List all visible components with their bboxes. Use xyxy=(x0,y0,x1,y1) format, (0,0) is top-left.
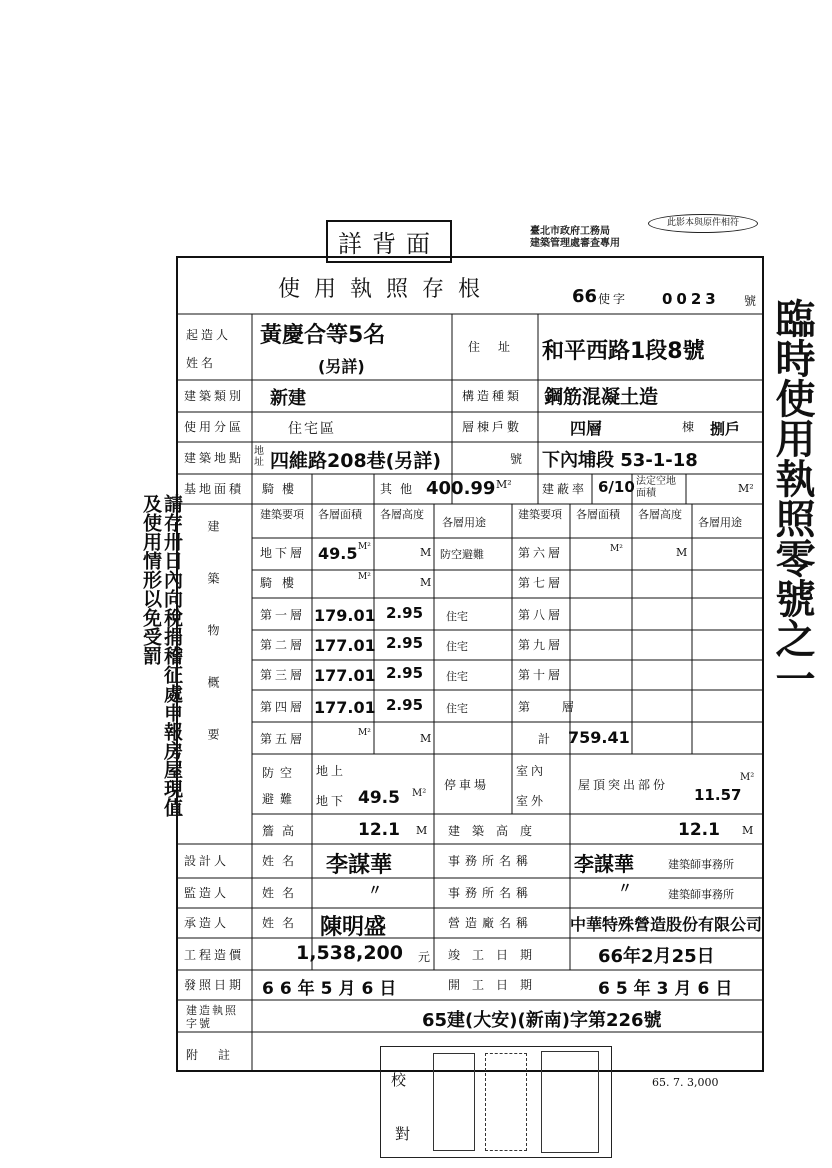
supervisor-label: 監造人 xyxy=(184,886,230,900)
designer-office-label: 事務所名稱 xyxy=(448,854,534,868)
row-name-floor7: 第七層 xyxy=(518,576,564,590)
permit-value: 65建(大安)(新南)字第226號 xyxy=(422,1010,662,1031)
site-sublabel: 地址 xyxy=(254,446,264,468)
lot-label: 號 xyxy=(510,452,526,466)
row-area-floor1: 179.01 xyxy=(314,606,376,625)
floors-label: 層棟戶數 xyxy=(462,420,523,434)
lot-value: 下內埔段 53-1-18 xyxy=(542,450,698,471)
certification-oval-stamp: 此影本與原件相符 xyxy=(648,214,758,233)
designer-office-suffix: 建築師事務所 xyxy=(668,858,734,871)
cost-value: 1,538,200 xyxy=(296,942,403,964)
roof-unit: M² xyxy=(740,772,755,783)
license-number: 0023 xyxy=(662,290,720,308)
cost-unit: 元 xyxy=(418,950,431,964)
building-unit: 棟 xyxy=(682,420,698,434)
zone-label: 使用分區 xyxy=(184,420,245,434)
unit-area: M² xyxy=(358,542,371,552)
owner-label: 起造人 xyxy=(186,328,232,342)
open-space-unit: M² xyxy=(738,482,754,495)
supervisor-office-value: 〃 xyxy=(618,881,632,897)
start-date-label: 開工日期 xyxy=(448,978,545,992)
unit-height-right: M xyxy=(676,546,688,559)
row-height-floor4: 2.95 xyxy=(386,696,424,714)
floors-value: 四層 xyxy=(570,419,603,438)
other-area-value: 400.99 xyxy=(426,478,496,499)
row-name-floor10: 第十層 xyxy=(518,668,564,682)
check-seal-3 xyxy=(541,1051,599,1153)
row-name-floor6: 第六層 xyxy=(518,546,564,560)
row-name-floor1: 第一層 xyxy=(260,608,306,622)
parking-outdoor: 室外 xyxy=(516,794,547,808)
row-area-floor4: 177.01 xyxy=(314,698,376,717)
document-heading-box: 詳背面 xyxy=(326,220,452,263)
unit-area: M² xyxy=(358,728,371,738)
row-height-floor3: 2.95 xyxy=(386,664,424,682)
issue-date-label: 發照日期 xyxy=(184,978,245,992)
other-label: 其他 xyxy=(380,482,421,496)
check-label-b: 對 xyxy=(395,1125,414,1143)
stamp-line: 臺北市政府工務局 xyxy=(530,226,610,237)
address-value: 和平西路1段8號 xyxy=(542,339,705,364)
row-name-floor3: 第三層 xyxy=(260,668,306,682)
total-area-value: 759.41 xyxy=(568,728,630,747)
site-value: 四維路208巷(另詳) xyxy=(270,450,442,472)
contractor-name-label: 姓名 xyxy=(262,916,303,930)
issue-date-value: 66年5月6日 xyxy=(262,979,403,999)
designer-name: 李謀華 xyxy=(326,853,393,878)
row-name-floor8: 第八層 xyxy=(518,608,564,622)
col-use-header-right: 各層用途 xyxy=(698,516,742,529)
structure-value: 鋼筋混凝土造 xyxy=(544,386,659,408)
contractor-name: 陳明盛 xyxy=(320,915,387,940)
supervisor-name: 〃 xyxy=(368,883,382,899)
shelter-below-value: 49.5 xyxy=(358,788,400,808)
right-margin-note: 臨時使用執照零號之一 xyxy=(769,298,816,698)
open-space-label: 法定空地面積 xyxy=(636,476,676,499)
roof-value: 11.57 xyxy=(694,786,742,804)
row-name-floor9: 第九層 xyxy=(518,638,564,652)
coverage-label: 建蔽率 xyxy=(542,482,588,496)
unit-area: M² xyxy=(358,572,371,582)
remarks-label: 附註 xyxy=(186,1048,251,1062)
designer-label: 設計人 xyxy=(184,854,230,868)
building-summary-label: 建築物概要 xyxy=(206,520,220,780)
zone-value: 住宅區 xyxy=(288,421,336,437)
col-use-header: 各層用途 xyxy=(442,516,486,529)
eave-height-unit: M xyxy=(416,824,428,837)
owner-name: 黃慶合等5名 xyxy=(260,323,386,348)
unit-height: M xyxy=(420,546,432,559)
parking-indoor: 室內 xyxy=(516,764,547,778)
license-word: 使字 xyxy=(598,292,629,306)
start-date-value: 65年3月6日 xyxy=(598,979,739,999)
address-label: 住址 xyxy=(468,340,529,354)
contractor-company-value: 中華特殊營造股份有限公司 xyxy=(570,915,763,934)
license-year: 66 xyxy=(572,286,598,307)
supervisor-office-label: 事務所名稱 xyxy=(448,886,534,900)
row-use-floor4: 住宅 xyxy=(446,702,468,715)
eave-height-label: 簷高 xyxy=(262,824,303,838)
row-area-floor2: 177.01 xyxy=(314,636,376,655)
col-height-header-right: 各層高度 xyxy=(638,508,682,521)
site-label: 建築地點 xyxy=(184,451,245,465)
row-use-floor3: 住宅 xyxy=(446,670,468,683)
eave-height-value: 12.1 xyxy=(358,820,400,840)
unit-height: M xyxy=(420,732,432,745)
site-area-label: 基地面積 xyxy=(184,482,245,496)
cost-label: 工程造價 xyxy=(184,948,245,962)
completion-label: 竣工日期 xyxy=(448,948,545,962)
coverage-value: 6/10 xyxy=(598,478,635,496)
license-suffix: 號 xyxy=(744,294,760,308)
building-height-value: 12.1 xyxy=(678,820,720,840)
row-name-total: 計 xyxy=(538,732,554,746)
unit-area-right: M² xyxy=(610,544,623,554)
designer-office-value: 李謀華 xyxy=(574,852,634,876)
supervisor-name-label: 姓名 xyxy=(262,886,303,900)
check-seal-1 xyxy=(433,1053,475,1151)
row-name-floor2: 第二層 xyxy=(260,638,306,652)
households-value: 捌戶 xyxy=(710,420,741,438)
col-area-header: 各層面積 xyxy=(318,508,362,521)
shelter-below: 地下 xyxy=(316,794,347,808)
check-stamp-box xyxy=(380,1046,612,1158)
check-label-a: 校 xyxy=(391,1071,410,1089)
row-height-floor2: 2.95 xyxy=(386,634,424,652)
shelter-unit: M² xyxy=(412,788,427,799)
parking-label: 停車場 xyxy=(444,778,490,792)
row-name-basement: 地下層 xyxy=(260,546,306,560)
row-name-floor-blank: 第 層 xyxy=(518,700,588,714)
row-area-basement: 49.5 xyxy=(318,544,358,563)
shelter-label-b: 避難 xyxy=(262,792,299,806)
building-height-unit: M xyxy=(742,824,754,837)
build-type-value: 新建 xyxy=(270,388,306,409)
col-area-header-right: 各層面積 xyxy=(576,508,620,521)
row-name-floor4: 第四層 xyxy=(260,700,306,714)
owner-name-label: 姓名 xyxy=(186,356,217,370)
form-title: 使用執照存根 xyxy=(278,277,495,302)
arcade-label: 騎樓 xyxy=(262,482,303,496)
structure-label: 構造種類 xyxy=(462,389,523,403)
designer-name-label: 姓名 xyxy=(262,854,303,868)
row-use-basement: 防空避難 xyxy=(440,548,484,561)
building-height-label: 建築高度 xyxy=(448,824,545,838)
stamp-line: 建築管理處審查專用 xyxy=(530,238,620,249)
shelter-label-a: 防空 xyxy=(262,766,299,780)
build-type-label: 建築類別 xyxy=(184,389,245,403)
row-use-floor2: 住宅 xyxy=(446,640,468,653)
row-height-floor1: 2.95 xyxy=(386,604,424,622)
form-print-code: 65. 7. 3,000 xyxy=(652,1076,719,1089)
col-height-header: 各層高度 xyxy=(380,508,424,521)
permit-label: 建造執照字號 xyxy=(186,1004,238,1030)
check-seal-2 xyxy=(485,1053,527,1151)
row-name-arcade: 騎樓 xyxy=(260,576,305,590)
supervisor-office-suffix: 建築師事務所 xyxy=(668,888,734,901)
roof-label: 屋頂突出部份 xyxy=(578,778,669,792)
shelter-above: 地上 xyxy=(316,764,347,778)
row-area-floor3: 177.01 xyxy=(314,666,376,685)
row-name-floor5: 第五層 xyxy=(260,732,306,746)
col-item-header: 建築要項 xyxy=(260,508,304,521)
col-item-header-right: 建築要項 xyxy=(518,508,562,521)
row-use-floor1: 住宅 xyxy=(446,610,468,623)
authority-stamp xyxy=(530,226,620,250)
completion-value: 66年2月25日 xyxy=(598,946,715,967)
owner-name-note: (另詳) xyxy=(318,357,365,376)
license-stub-form xyxy=(176,256,764,1072)
contractor-company-label: 營造廠名稱 xyxy=(448,916,534,930)
contractor-label: 承造人 xyxy=(184,916,230,930)
left-margin-note: 請存卅日內向稅捐稽征處申報房屋現值及使用情形以免受罰 xyxy=(140,494,183,817)
unit-height: M xyxy=(420,576,432,589)
area-unit: M² xyxy=(496,478,512,491)
